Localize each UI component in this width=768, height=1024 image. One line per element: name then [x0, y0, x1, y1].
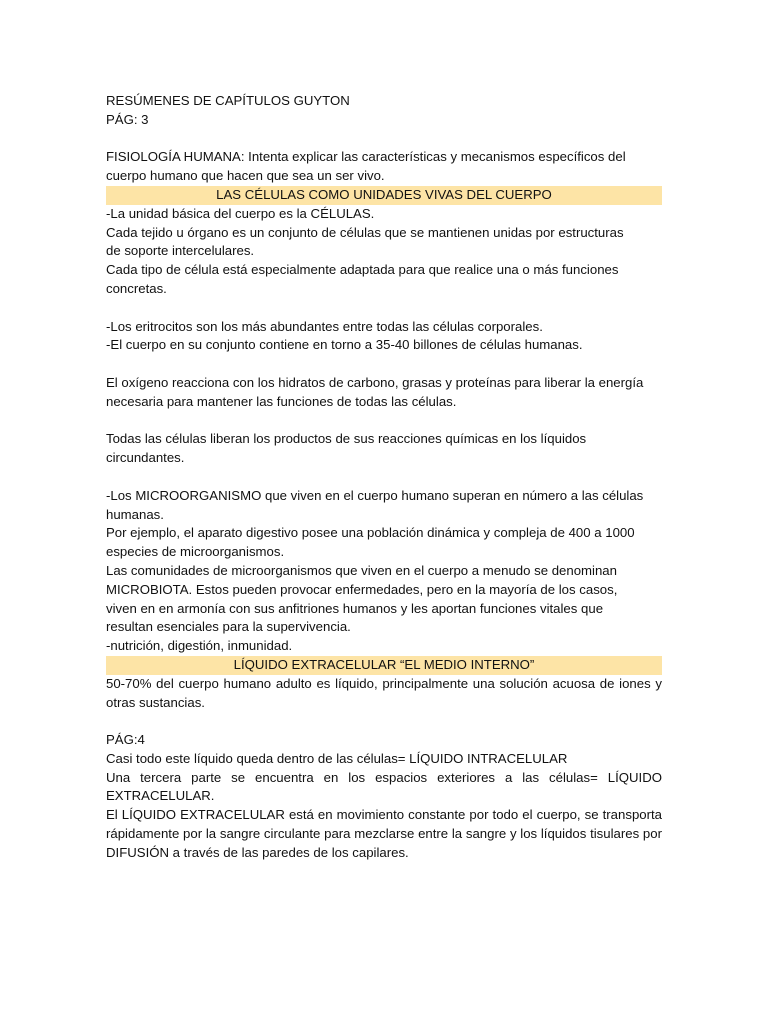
text-line: circundantes. — [106, 450, 185, 466]
text-line: El oxígeno reacciona con los hidratos de carbono, grasas y proteínas para liberar la energía — [106, 374, 644, 390]
spacer — [106, 412, 662, 431]
text-line: -La unidad básica del cuerpo es la CÉLULAS. — [106, 205, 375, 221]
spacer — [106, 355, 662, 374]
text-line: especies de microorganismos. — [106, 544, 285, 560]
text-line: MICROBIOTA. Estos pueden provocar enfermedades, pero en la mayoría de los casos, — [106, 581, 618, 597]
text-line: resultan esenciales para la supervivencia. — [106, 619, 351, 635]
text-line: viven en en armonía con sus anfitriones humanos y les aportan funciones vitales que — [106, 600, 604, 616]
paragraph: Una tercera parte se encuentra en los espacios exteriores a las células= LÍQUIDO EXTRACELULAR. — [106, 769, 662, 804]
spacer — [106, 468, 662, 487]
spacer — [106, 299, 662, 318]
text-line: concretas. — [106, 280, 167, 296]
section-heading-extracellular: LÍQUIDO EXTRACELULAR “EL MEDIO INTERNO” — [106, 656, 662, 675]
text-line: Cada tejido u órgano es un conjunto de células que se mantienen unidas por estructuras — [106, 224, 624, 240]
paragraph: El LÍQUIDO EXTRACELULAR está en movimiento constante por todo el cuerpo, se transporta rápidamente por la sangre circulante para mezclarse entre la sangre y los líquidos tisulares por DIFUSIÓN a través de las paredes de los capilares. — [106, 807, 662, 860]
text-line: -Los MICROORGANISMO que viven en el cuerpo humano superan en número a las células — [106, 487, 644, 503]
text-line: Por ejemplo, el aparato digestivo posee una población dinámica y compleja de 400 a 1000 — [106, 525, 635, 541]
paragraph: 50-70% del cuerpo humano adulto es líquido, principalmente una solución acuosa de iones y otras sustancias. — [106, 675, 662, 710]
text-line: necesaria para mantener las funciones de todas las células. — [106, 393, 457, 409]
text-line: humanas. — [106, 506, 164, 522]
document-title: RESÚMENES DE CAPÍTULOS GUYTON — [106, 93, 350, 108]
text-line: Todas las células liberan los productos de sus reacciones químicas en los líquidos — [106, 431, 587, 447]
document-page — [106, 92, 662, 863]
page-number-4: PÁG:4 — [106, 732, 145, 748]
text-line: Cada tipo de célula está especialmente adaptada para que realice una o más funciones — [106, 262, 619, 278]
spacer — [106, 130, 662, 149]
text-line: -El cuerpo en su conjunto contiene en torno a 35-40 billones de células humanas. — [106, 337, 583, 353]
section-heading-cells: LAS CÉLULAS COMO UNIDADES VIVAS DEL CUERPO — [106, 186, 662, 205]
text-line: de soporte intercelulares. — [106, 243, 255, 259]
text-line: -Los eritrocitos son los más abundantes entre todas las células corporales. — [106, 318, 543, 334]
page-number-3: PÁG: 3 — [106, 111, 149, 127]
intro-line: cuerpo humano que hacen que sea un ser vivo. — [106, 168, 385, 184]
intro-line: FISIOLOGÍA HUMANA: Intenta explicar las características y mecanismos específicos del — [106, 149, 626, 165]
text-line: Casi todo este líquido queda dentro de las células= LÍQUIDO INTRACELULAR — [106, 750, 568, 766]
spacer — [106, 712, 662, 731]
text-line: -nutrición, digestión, inmunidad. — [106, 638, 293, 654]
text-line: Las comunidades de microorganismos que viven en el cuerpo a menudo se denominan — [106, 562, 617, 578]
